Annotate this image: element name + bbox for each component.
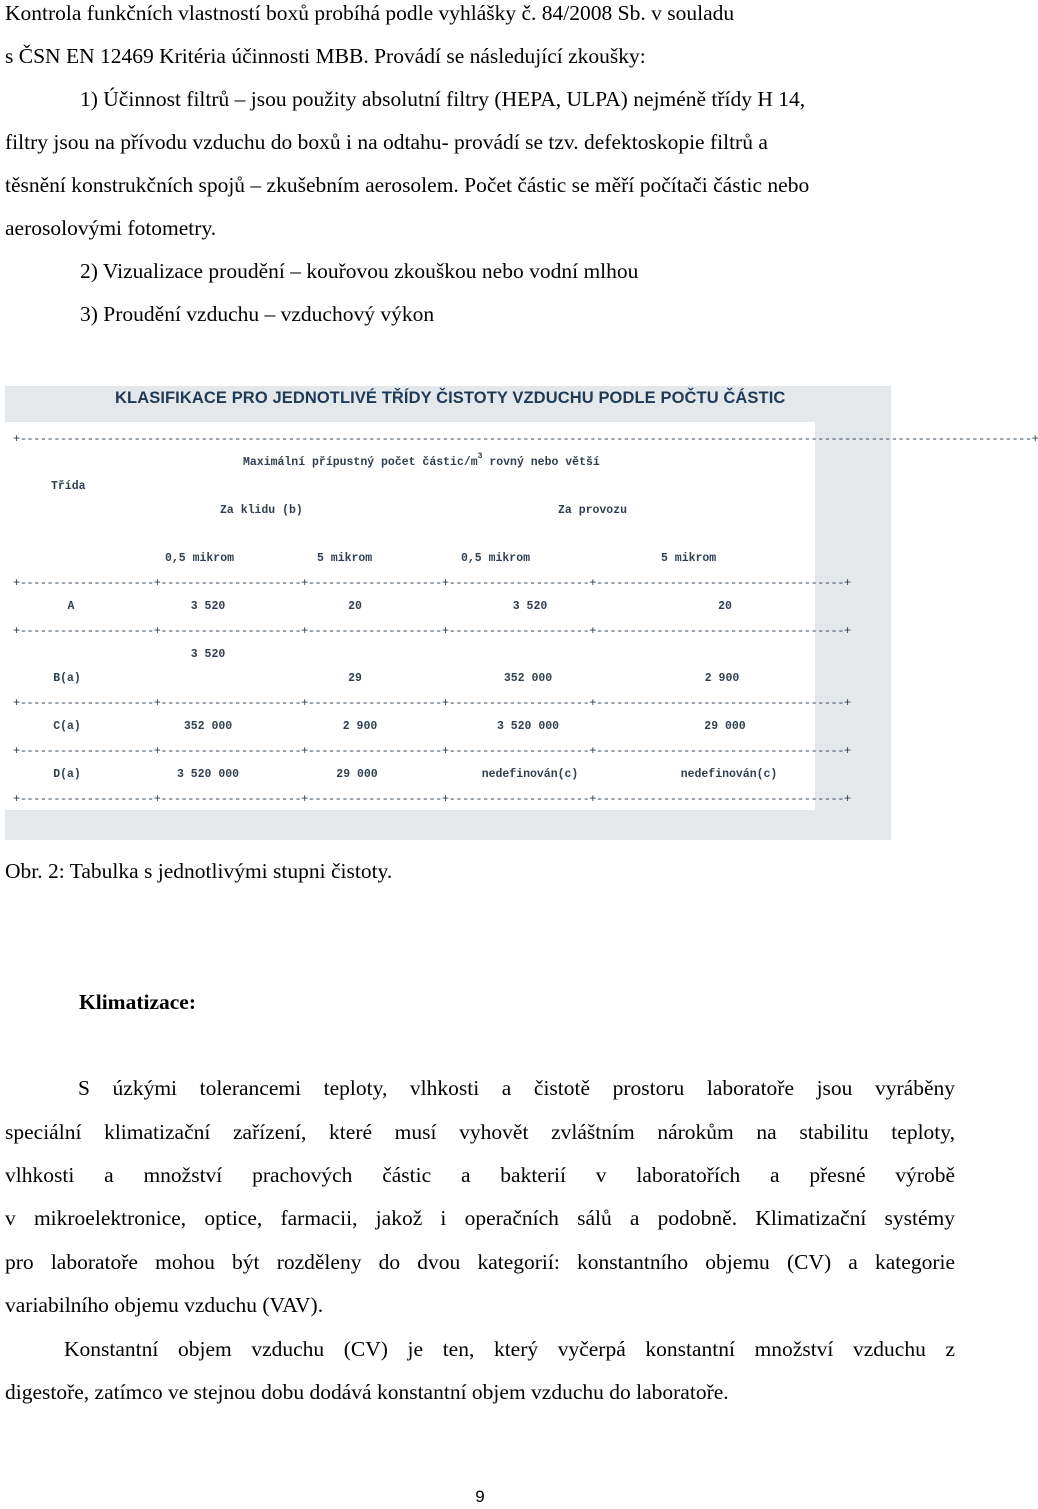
paragraph-line: v mikroelektronice, optice, farmacii, jakož i operačních sálů a podobně. Klimatizační systémy — [5, 1206, 955, 1230]
table-cell: A — [67, 600, 75, 613]
table-cell: C(a) — [53, 720, 81, 733]
paragraph-line: Konstantní objem vzduchu (CV) je ten, který vyčerpá konstantní množství vzduchu z — [64, 1337, 955, 1361]
intro-line-4: filtry jsou na přívodu vzduchu do boxů i na odtahu- provádí se tzv. defektoskopie filtrů a — [5, 130, 768, 154]
table-separator: +--------------------+---------------------+--------------------+---------------------+-------------------------------------+ — [13, 576, 851, 590]
table-cell: 352 000 — [183, 720, 233, 733]
table-cell: 20 — [718, 600, 732, 613]
max-count-header: Maximální přípustný počet částic/$m^3$ rovný nebo větší — [243, 452, 600, 469]
at-rest-header: Za klidu (b) — [220, 504, 303, 517]
paragraph-line: digestoře, zatímco ve stejnou dobu dodává konstantní objem vzduchu do laboratoře. — [5, 1380, 729, 1404]
table-cell: B(a) — [53, 672, 81, 685]
table-separator: +--------------------+---------------------+--------------------+---------------------+-------------------------------------+ — [13, 696, 851, 710]
figure-caption: Obr. 2: Tabulka s jednotlivými stupni čistoty. — [5, 859, 393, 883]
paragraph-line: S úzkými tolerancemi teploty, vlhkosti a čistotě prostoru laboratoře jsou vyráběny — [78, 1076, 955, 1100]
intro-line-7: 2) Vizualizace proudění – kouřovou zkouškou nebo vodní mlhou — [80, 259, 639, 283]
page-number: 9 — [475, 1487, 485, 1506]
in-operation-header: Za provozu — [558, 504, 628, 517]
class-header: Třída — [51, 480, 86, 493]
classification-table — [5, 422, 1038, 810]
table-cell: 29 000 — [704, 720, 746, 733]
intro-line-5: těsnění konstrukčních spojů – zkušebním aerosolem. Počet částic se měří počítači částic nebo — [5, 173, 810, 197]
table-cell: 3 520 000 — [496, 720, 560, 733]
intro-line-3: 1) Účinnost filtrů – jsou použity absolutní filtry (HEPA, ULPA) nejméně třídy H 14, — [80, 87, 806, 111]
intro-line-2: s ČSN EN 12469 Kritéria účinnosti MBB. Provádí se následující zkoušky: — [5, 44, 646, 68]
table-separator: +--------------------+---------------------+--------------------+---------------------+-------------------------------------+ — [13, 792, 851, 806]
classification-figure — [5, 386, 1038, 840]
table-separator: +--------------------+---------------------+--------------------+---------------------+-------------------------------------+ — [13, 624, 851, 638]
table-cell: nedefinován(c) — [680, 768, 778, 781]
paragraph-line: pro laboratoře mohou být rozděleny do dvou kategorií: konstantního objemu (CV) a kategorie — [5, 1250, 955, 1274]
table-cell: D(a) — [53, 768, 81, 781]
col-header: 5 mikrom — [317, 552, 373, 565]
section-heading: Klimatizace: — [79, 990, 197, 1014]
table-cell: 20 — [348, 600, 362, 613]
table-cell: 3 520 — [512, 600, 548, 613]
paragraph-line: speciální klimatizační zařízení, které musí vyhovět zvláštním nárokům na stabilitu teploty, — [5, 1120, 955, 1144]
table-cell: 2 900 — [342, 720, 378, 733]
figure-title: KLASIFIKACE PRO JEDNOTLIVÉ TŘÍDY ČISTOTY VZDUCHU PODLE POČTU ČÁSTIC — [115, 389, 786, 407]
table-separator: +--------------------+---------------------+--------------------+---------------------+-------------------------------------+ — [13, 744, 851, 758]
table-cell: 3 520 000 — [176, 768, 240, 781]
col-header: 0,5 mikrom — [165, 552, 235, 565]
table-cell: 3 520 — [190, 600, 226, 613]
table-cell: 2 900 — [704, 672, 740, 685]
table-cell: 352 000 — [503, 672, 553, 685]
intro-line-1: Kontrola funkčních vlastností boxů probíhá podle vyhlášky č. 84/2008 Sb. v souladu — [5, 1, 735, 25]
intro-line-8: 3) Proudění vzduchu – vzduchový výkon — [80, 302, 435, 326]
table-cell: 29 — [348, 672, 362, 685]
table-cell: 29 000 — [336, 768, 378, 781]
table-separator: +-------------------------------------------------------------------------------------------------------------------------------------------------------+ — [13, 432, 1038, 446]
paragraph-line: variabilního objemu vzduchu (VAV). — [5, 1293, 324, 1317]
paragraph-line: vlhkosti a množství prachových částic a bakterií v laboratořích a přesné výrobě — [5, 1163, 955, 1187]
table-cell: nedefinován(c) — [481, 768, 579, 781]
table-cell: 3 520 — [190, 648, 226, 661]
col-header: 5 mikrom — [661, 552, 717, 565]
col-header: 0,5 mikrom — [461, 552, 531, 565]
intro-line-6: aerosolovými fotometry. — [5, 216, 217, 240]
